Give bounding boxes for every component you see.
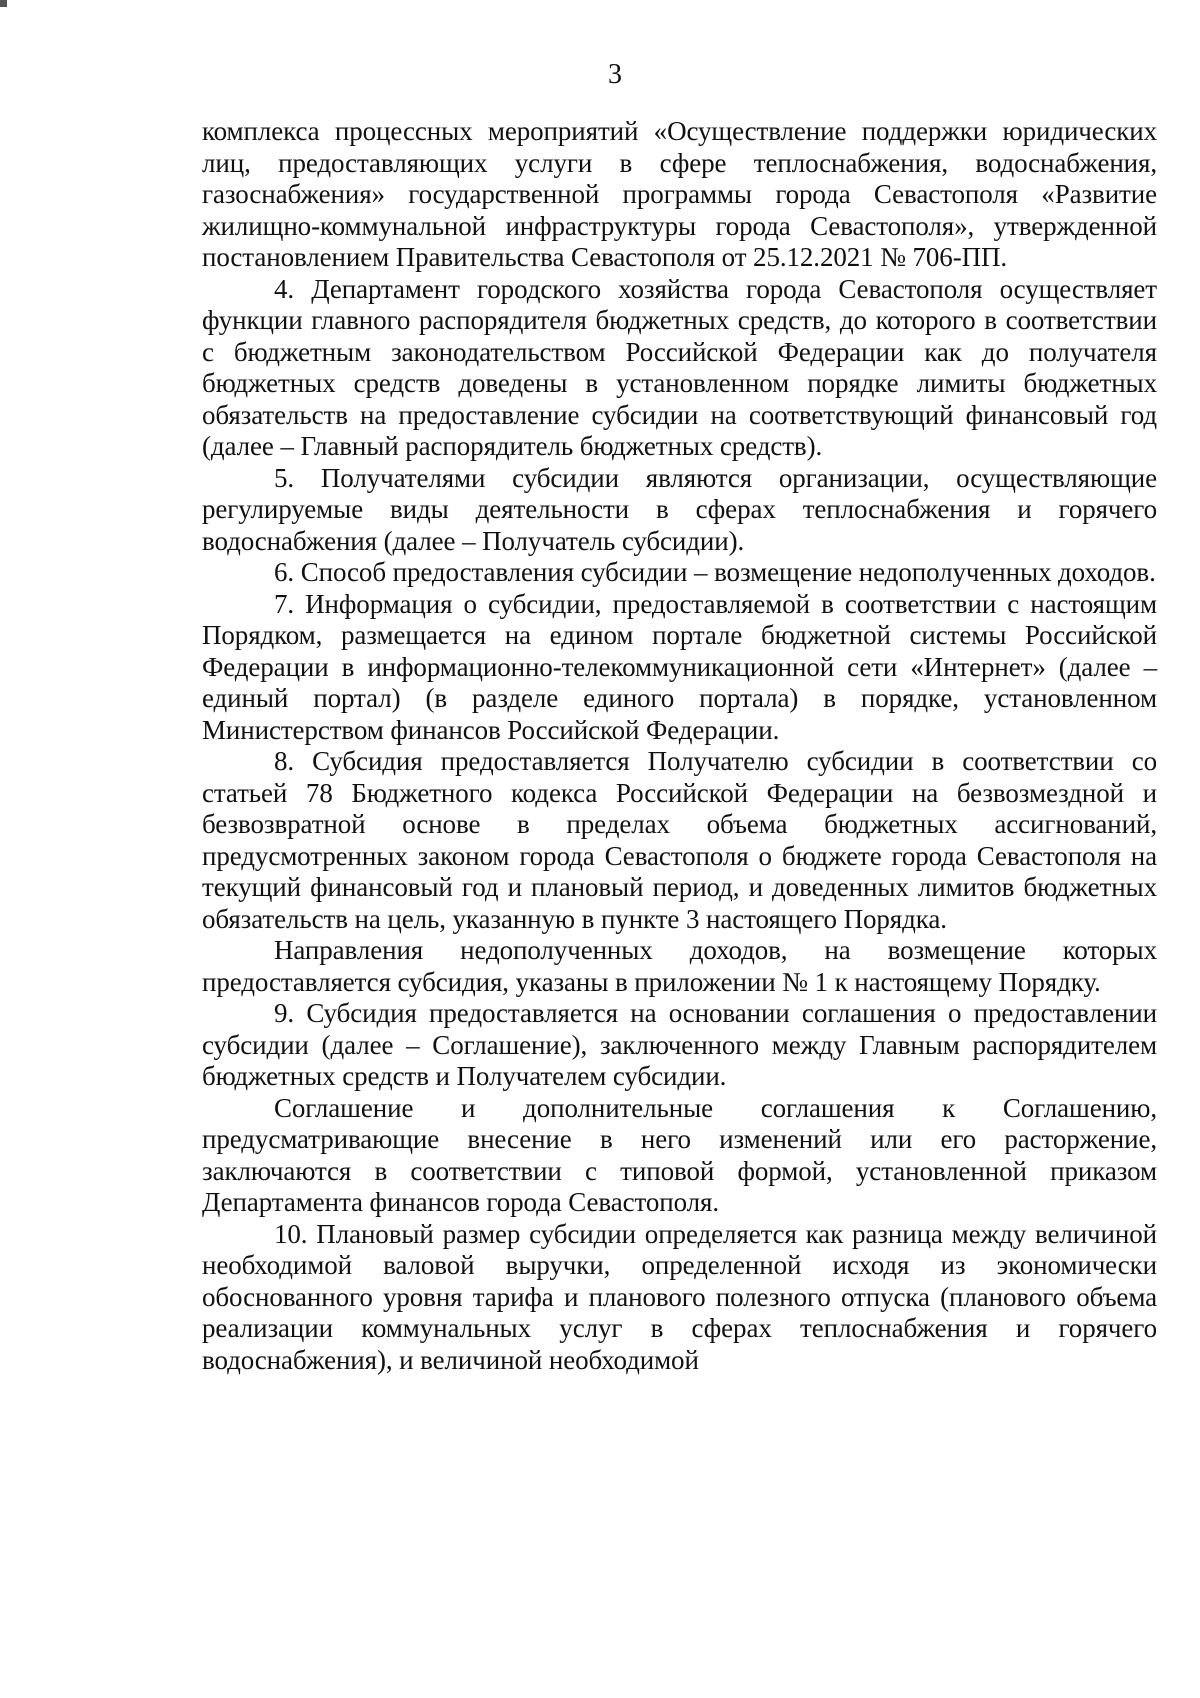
paragraph-item-6: 6. Способ предоставления субсидии – возмещение недополученных доходов. — [274, 557, 1156, 587]
paragraph-item-7: 7. Информация о субсидии, предоставляемой в соответствии с настоящим Порядком, размещается на едином портале бюджетной системы Российской Федерации в информационно-телекоммуникационной сети «Интернет» (далее – единый портал) (в разделе единого портала) в порядке, установленном Министерством финансов Российской Федерации. — [202, 588, 1157, 745]
document-body — [202, 116, 1157, 1376]
paragraph-item-8: 8. Субсидия предоставляется Получателю субсидии в соответствии со статьей 78 Бюджетного кодекса Российской Федерации на безвозмездной и безвозвратной основе в пределах объема бюджетных ассигнований, предусмотренных законом города Севастополя о бюджете города Севастополя на текущий финансовый год и плановый период, и доведенных лимитов бюджетных обязательств на цель, указанную в пункте 3 настоящего Порядка. — [202, 746, 1157, 934]
paragraph-item-10: 10. Плановый размер субсидии определяется как разница между величиной необходимой валовой выручки, определенной исходя из экономически обоснованного уровня тарифа и планового полезного отпуска (планового объема реализации коммунальных услуг в сферах теплоснабжения и горячего водоснабжения), и величиной необходимой — [202, 1218, 1157, 1375]
scan-corner-mark — [0, 0, 7, 7]
paragraph-item-9: 9. Субсидия предоставляется на основании соглашения о предоставлении субсидии (далее – Соглашение), заключенного между Главным распорядителем бюджетных средств и Получателем субсидии. — [202, 998, 1157, 1091]
paragraph-item-4: 4. Департамент городского хозяйства города Севастополя осуществляет функции главного распорядителя бюджетных средств, до которого в соответствии с бюджетным законодательством Российской Федерации как до получателя бюджетных средств доведены в установленном порядке лимиты бюджетных обязательств на предоставление субсидии на соответствующий финансовый год (далее – Главный распорядитель бюджетных средств). — [202, 273, 1157, 461]
page-number: 3 — [608, 59, 622, 90]
paragraph-continuation: комплекса процессных мероприятий «Осуществление поддержки юридических лиц, предоставляющих услуги в сфере теплоснабжения, водоснабжения, газоснабжения» государственной программы города Севастополя «Развитие жилищно-коммунальной инфраструктуры города Севастополя», утвержденной постановлением Правительства Севастополя от 25.12.2021 № 706-ПП. — [202, 116, 1157, 272]
paragraph-item-8-directions: Направления недополученных доходов, на возмещение которых предоставляется субсидия, указаны в приложении № 1 к настоящему Порядку. — [202, 935, 1157, 997]
paragraph-item-5: 5. Получателями субсидии являются организации, осуществляющие регулируемые виды деятельности в сферах теплоснабжения и горячего водоснабжения (далее – Получатель субсидии). — [202, 462, 1157, 556]
paragraph-item-9-agreement: Соглашение и дополнительные соглашения к Соглашению, предусматривающие внесение в него изменений или его расторжение, заключаются в соответствии с типовой формой, установленной приказом Департамента финансов города Севастополя. — [202, 1092, 1157, 1217]
